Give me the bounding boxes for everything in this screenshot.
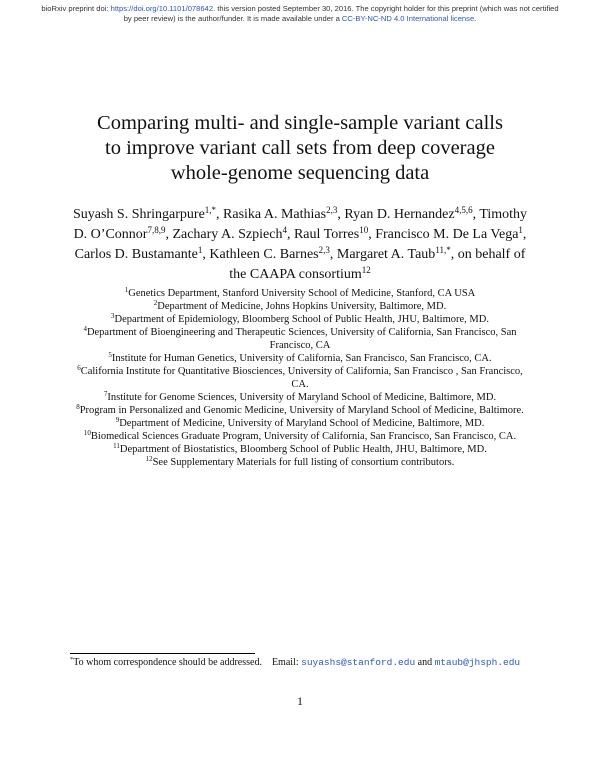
- affiliation-text: Genetics Department, Stanford University School of Medicine, Stanford, CA USA: [128, 288, 476, 299]
- affiliation-number: 7: [103, 390, 108, 398]
- affiliation-item: [70, 352, 530, 365]
- author-name: Zachary A. Szpiech: [172, 227, 283, 242]
- affiliation-item: [70, 443, 530, 456]
- affiliation-text: Department of Biostatistics, Bloomberg School of Public Health, JHU, Baltimore, MD.: [119, 444, 487, 455]
- affiliation-text: Program in Personalized and Genomic Medicine, University of Maryland School of Medicine, Baltimore.: [79, 405, 524, 416]
- author-name: Timothy D. O’Connor: [73, 207, 528, 242]
- author-name: Margaret A. Taub: [336, 247, 436, 262]
- license-link[interactable]: CC-BY-NC-ND 4.0 International license: [341, 14, 475, 23]
- affiliation-item: [70, 365, 530, 391]
- footnote-text: To whom correspondence should be addressed.: [73, 657, 262, 668]
- affiliation-number: 12: [145, 455, 153, 463]
- affiliation-item: [70, 326, 530, 352]
- affiliation-number: 5: [108, 351, 112, 359]
- title-line-1: Comparing multi- and single-sample variant calls: [97, 112, 503, 134]
- affiliation-number: 3: [111, 312, 115, 320]
- banner-prefix: bioRxiv preprint doi:: [41, 4, 111, 13]
- affiliation-item: [70, 417, 530, 430]
- affiliation-item: [70, 404, 530, 417]
- affiliation-number: 1: [124, 286, 129, 294]
- affiliation-item: [70, 456, 530, 469]
- author-name: Ryan D. Hernandez: [344, 207, 455, 222]
- affiliation-text: Biomedical Sciences Graduate Program, University of California, San Francisco, San Francisco, CA.: [90, 431, 517, 442]
- page-number: 1: [297, 694, 303, 708]
- affiliation-text: Department of Medicine, University of Maryland School of Medicine, Baltimore, MD.: [119, 418, 485, 429]
- preprint-banner: [40, 4, 560, 24]
- affiliation-number: 2: [153, 299, 158, 307]
- affiliation-text: California Institute for Quantitative Biosciences, University of California, San Francisco , San Francisco, CA.: [80, 366, 523, 390]
- affiliation-text: Institute for Human Genetics, University of California, San Francisco, San Francisco, CA.: [111, 353, 492, 364]
- author-affil-sup: 4,5,6: [454, 205, 473, 215]
- affiliation-number: 11: [113, 442, 120, 450]
- affiliation-item: [70, 313, 530, 326]
- affiliation-text: Department of Medicine, Johns Hopkins University, Baltimore, MD.: [157, 301, 447, 312]
- footnote-divider: [70, 653, 255, 654]
- author-name: Rasika A. Mathias: [223, 207, 327, 222]
- author-name: Suyash S. Shringarpure: [72, 207, 205, 222]
- affiliation-text: Department of Bioengineering and Therapeutic Sciences, University of California, San Francisco, San Francisco, CA: [86, 327, 517, 351]
- affiliation-number: 10: [83, 429, 91, 437]
- affiliation-item: [70, 287, 530, 300]
- doi-link[interactable]: https://doi.org/10.1101/078642: [110, 4, 214, 13]
- author-affil-sup: 2,3: [326, 205, 338, 215]
- author-name: Kathleen C. Barnes: [209, 247, 319, 262]
- email-link-2[interactable]: mtaub@jhsph.edu: [434, 657, 521, 668]
- author-affil-sup: 10: [359, 225, 369, 235]
- affiliation-list: [70, 287, 530, 469]
- consortium-credit: , on behalf of the CAAPA consortium: [229, 247, 526, 282]
- email-link-1[interactable]: suyashs@stanford.edu: [301, 657, 416, 668]
- footnote-mark: *: [70, 656, 74, 663]
- paper-title: [60, 111, 540, 186]
- author-affil-sup: 1: [197, 245, 203, 255]
- author-name: Carlos D. Bustamante: [74, 247, 198, 262]
- title-line-2: to improve variant call sets from deep coverage: [105, 137, 495, 159]
- affiliation-item: [70, 300, 530, 313]
- banner-suffix: .: [474, 14, 477, 23]
- author-affil-sup: 7,8,9: [147, 225, 166, 235]
- affiliation-number: 4: [83, 325, 87, 333]
- affiliation-number: 6: [77, 364, 81, 372]
- author-affil-sup: 1,*: [204, 205, 217, 215]
- affiliation-number: 8: [76, 403, 80, 411]
- author-affil-sup: 1: [518, 225, 523, 235]
- banner-middle: . this version posted September 30, 2016. The copyright holder for this preprint (which was not certified by peer review) is the author/funder. It is made available under a: [123, 4, 559, 23]
- affiliation-text: Department of Epidemiology, Bloomberg School of Public Health, JHU, Baltimore, MD.: [114, 314, 489, 325]
- title-line-3: whole-genome sequencing data: [170, 162, 430, 184]
- author-affil-sup: 2,3: [318, 245, 330, 255]
- author-name: Francisco M. De La Vega: [375, 227, 519, 242]
- consortium-sup: 12: [361, 265, 371, 275]
- author-affil-sup: 11,*: [435, 245, 451, 255]
- author-list: Suyash S. Shringarpure$^{1,*}$, Rasika A. Mathias$^{2,3}$, Ryan D. Hernandez$^{4,5,6}$, Timothy D. O’Connor$^{7,8,9}$, Zachary A. Szpiech$^4$, Raul Torres$^{10}$, Francisco M. De La Vega$^1$, Carlos D. Bustamante$^1$, Kathleen C. Barnes$^{2,3}$, Margaret A. Taub$^{11,*}$, on behalf of the CAAPA consortium$^{12}$: [72, 205, 528, 282]
- correspondence-footnote: [70, 656, 540, 669]
- affiliation-text: Institute for Genome Sciences, University of Maryland School of Medicine, Baltimore, MD.: [107, 392, 497, 403]
- author-affil-sup: 4: [282, 225, 287, 235]
- affiliation-text: See Supplementary Materials for full listing of consortium contributors.: [152, 457, 455, 468]
- affiliation-item: [70, 391, 530, 404]
- email-label: Email:: [271, 657, 299, 668]
- affiliation-number: 9: [115, 416, 120, 424]
- affiliation-item: [70, 430, 530, 443]
- footnote-and: and: [417, 657, 433, 668]
- author-name: Raul Torres: [293, 227, 360, 242]
